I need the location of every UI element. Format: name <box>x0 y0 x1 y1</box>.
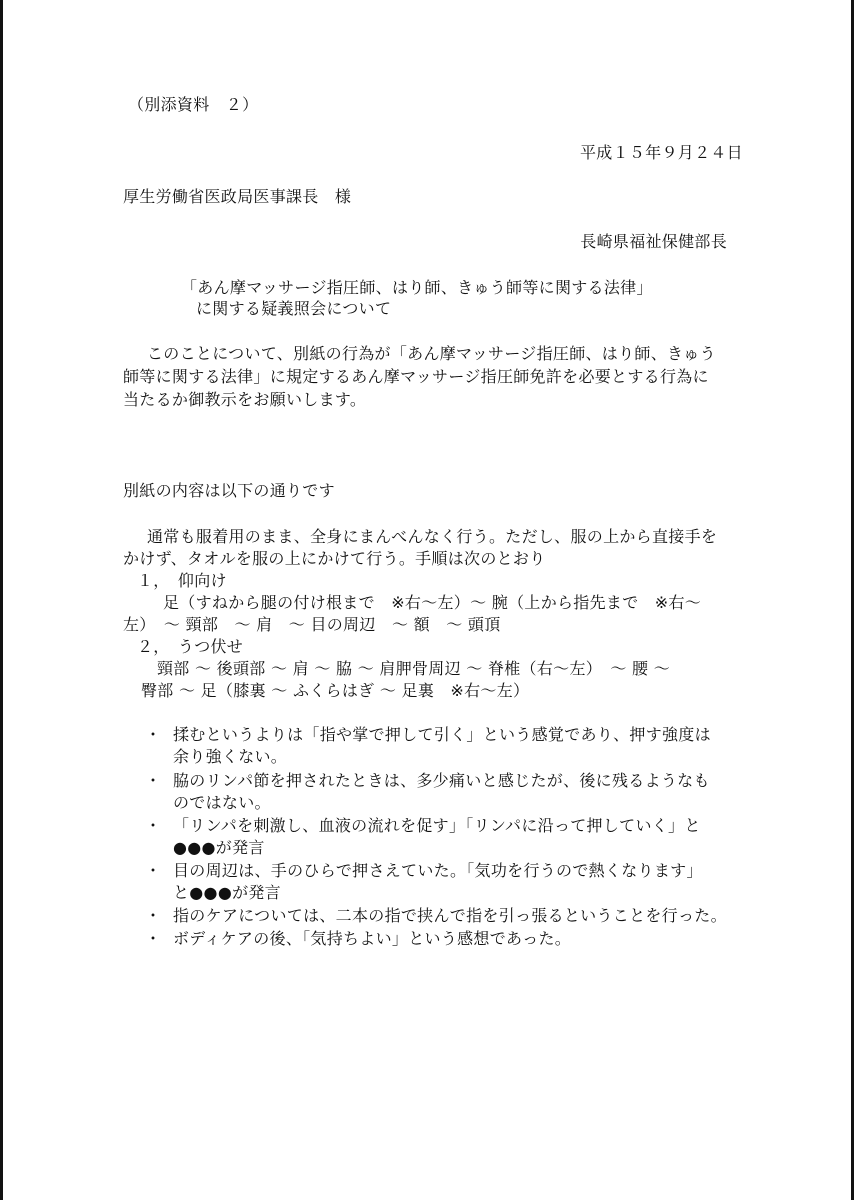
note-1-line-2: 余り強くない。 <box>173 747 288 766</box>
bullet-mark: ・ <box>145 816 162 835</box>
body-line-1: このことについて、別紙の行為が「あん摩マッサージ指圧師、はり師、きゅう <box>147 344 716 363</box>
note-3-line-1: 「リンパを刺激し、血液の流れを促す」「リンパに沿って押していく」と <box>173 816 701 835</box>
bullet-mark: ・ <box>145 906 162 925</box>
document-page <box>3 0 851 1200</box>
step-1-line-1: 足（すねから腿の付け根まで ※右～左）～ 腕（上から指先まで ※右～ <box>163 593 702 612</box>
step-1-line-2: 左） ～ 頸部 ～ 肩 ～ 目の周辺 ～ 額 ～ 頭頂 <box>123 615 501 634</box>
note-5-line-1: 指のケアについては、二本の指で挟んで指を引っ張るということを行った。 <box>173 906 727 925</box>
document-date: 平成１５年９月２４日 <box>579 143 743 162</box>
bullet-mark: ・ <box>145 771 162 790</box>
procedure-line-2: かけず、タオルを服の上にかけて行う。手順は次のとおり <box>123 549 546 568</box>
subject-line-1: 「あん摩マッサージ指圧師、はり師、きゅう師等に関する法律」 <box>181 278 653 297</box>
note-6-line-1: ボディケアの後、「気持ちよい」という感想であった。 <box>173 929 572 948</box>
note-4-line-2: と●●●が発言 <box>173 883 281 902</box>
note-2-line-2: のではない。 <box>173 793 271 812</box>
note-2-line-1: 脇のリンパ節を押されたときは、多少痛いと感じたが、後に残るようなも <box>173 771 710 790</box>
sender: 長崎県福祉保健部長 <box>580 232 727 251</box>
note-4-line-1: 目の周辺は、手のひらで押さえていた。「気功を行うので熱くなります」 <box>173 861 703 880</box>
attachment-heading: 別紙の内容は以下の通りです <box>123 481 335 500</box>
procedure-line-1: 通常も服着用のまま、全身にまんべんなく行う。ただし、服の上から直接手を <box>147 527 718 546</box>
note-3-line-2: ●●●が発言 <box>173 838 265 857</box>
bullet-mark: ・ <box>145 861 162 880</box>
step-2-line-2: 臀部 ～ 足（膝裏 ～ ふくらはぎ ～ 足裏 ※右～左） <box>141 681 530 700</box>
step-2-label: ２， うつ伏せ <box>137 637 244 656</box>
addressee: 厚生労働省医政局医事課長 様 <box>123 187 352 206</box>
note-1-line-1: 揉むというよりは「指や掌で押して引く」という感覚であり、押す強度は <box>173 725 711 744</box>
bullet-mark: ・ <box>145 929 162 948</box>
subject-line-2: に関する疑義照会について <box>196 299 392 318</box>
step-2-line-1: 頸部 ～ 後頭部 ～ 肩 ～ 脇 ～ 肩胛骨周辺 ～ 脊椎（右～左） ～ 腰 ～ <box>157 659 671 678</box>
step-1-label: １， 仰向け <box>137 571 227 590</box>
annex-label: （別添資料 ２） <box>128 95 259 114</box>
body-line-3: 当たるか御教示をお願いします。 <box>123 390 367 409</box>
bullet-mark: ・ <box>145 725 162 744</box>
body-line-2: 師等に関する法律」に規定するあん摩マッサージ指圧師免許を必要とする行為に <box>123 367 709 386</box>
